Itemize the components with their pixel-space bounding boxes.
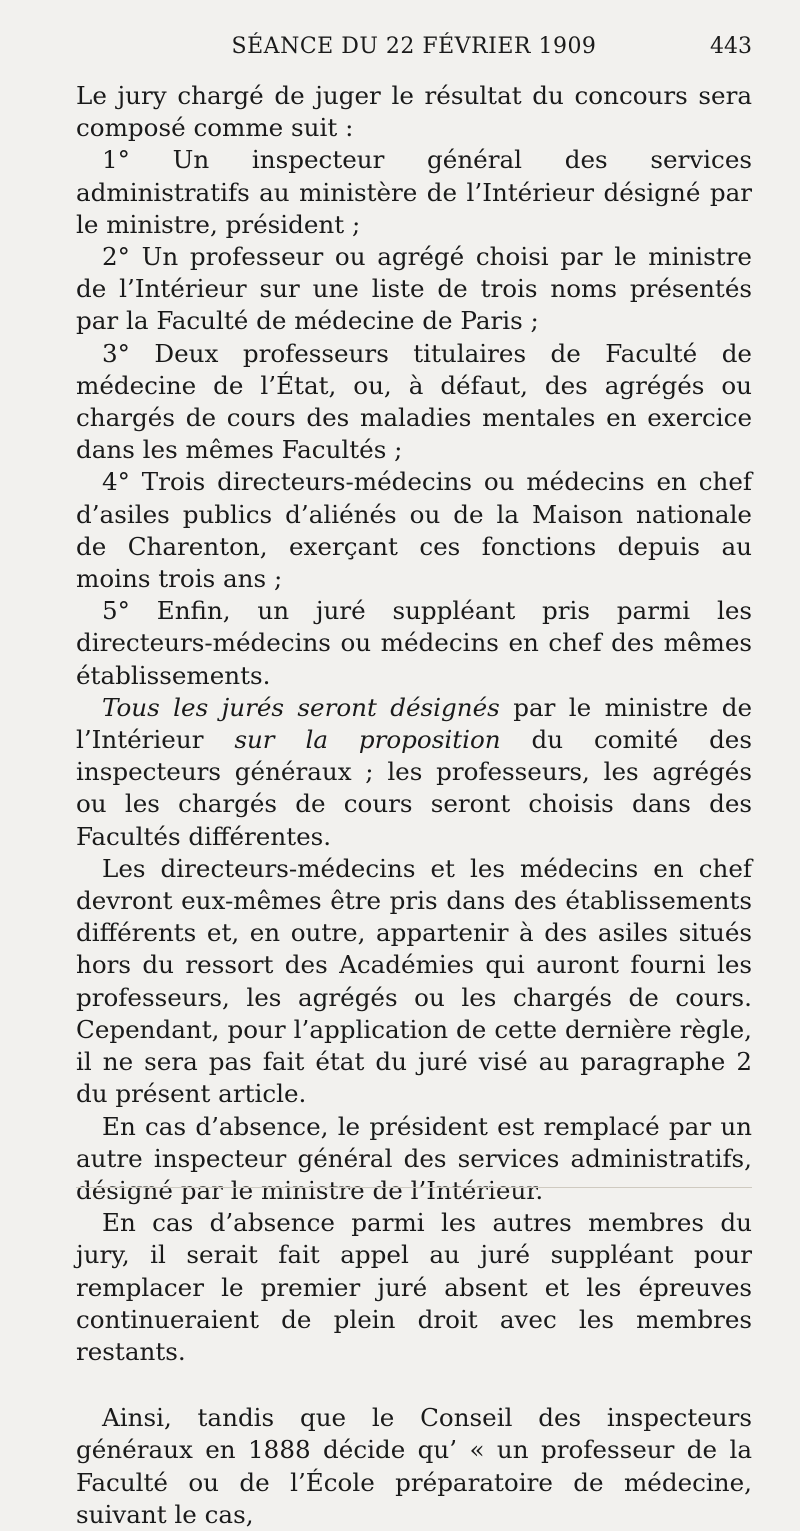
- jury-item-3: 3° Deux professeurs titulaires de Faculté de médecine de l’État, ou, à défaut, des agrégés ou chargés de cours des maladies mentales en exercice dans les mêmes Facultés ;: [76, 338, 752, 465]
- absence-president-paragraph: En cas d’absence, le président est remplacé par un autre inspecteur général des services administratifs, désigné par le ministre de l’Intérieur.: [76, 1111, 752, 1205]
- italic-phrase-2: sur la proposition: [234, 725, 501, 755]
- jury-item-1: 1° Un inspecteur général des services administratifs au ministère de l’Intérieur désigné par le ministre, président ;: [76, 145, 752, 239]
- designation-paragraph: [76, 692, 752, 853]
- italic-phrase-1: Tous les jurés seront désignés: [102, 692, 500, 722]
- closing-paragraph: Ainsi, tandis que le Conseil des inspecteurs généraux en 1888 décide qu’ « un professeur de la Faculté ou de l’École préparatoire de médecine, suivant le cas,: [76, 1403, 752, 1529]
- section-rule: [76, 1187, 752, 1188]
- absence-members-paragraph: En cas d’absence parmi les autres membres du jury, il serait fait appel au juré suppléant pour remplacer le premier juré absent et les épreuves continueraient de plein droit avec les membres restants.: [76, 1208, 752, 1366]
- page-number: 443: [710, 34, 752, 59]
- jury-item-5: 5° Enfin, un juré suppléant pris parmi les directeurs-médecins ou médecins en chef des mêmes établissements.: [76, 596, 752, 690]
- directors-paragraph: Les directeurs-médecins et les médecins en chef devront eux-mêmes être pris dans des établissements différents et, en outre, appartenir à des asiles situés hors du ressort des Académies qui auront fourni les professeurs, les agrégés ou les chargés de cours. Cependant, pour l’application de cette dernière règle, il ne sera pas fait état du juré visé au paragraphe 2 du présent article.: [76, 853, 752, 1109]
- jury-item-2: 2° Un professeur ou agrégé choisi par le ministre de l’Intérieur sur une liste de trois noms présentés par la Faculté de médecine de Paris ;: [76, 242, 752, 336]
- text-span-1: par le ministre de l’Intérieur: [76, 692, 752, 755]
- jury-item-4: 4° Trois directeurs-médecins ou médecins en chef d’asiles publics d’aliénés ou de la Maison nationale de Charenton, exerçant ces fonctions depuis au moins trois ans ;: [76, 467, 752, 594]
- intro-paragraph: Le jury chargé de juger le résultat du concours sera composé comme suit :: [76, 81, 752, 143]
- running-head: SÉANCE DU 22 FÉVRIER 1909: [231, 34, 597, 59]
- page-body: [76, 80, 752, 1531]
- page-header: [76, 34, 752, 70]
- text-span-2: du comité des inspecteurs généraux ; les professeurs, les agrégés ou les chargés de cours seront choisis dans des Facultés différentes.: [76, 725, 752, 851]
